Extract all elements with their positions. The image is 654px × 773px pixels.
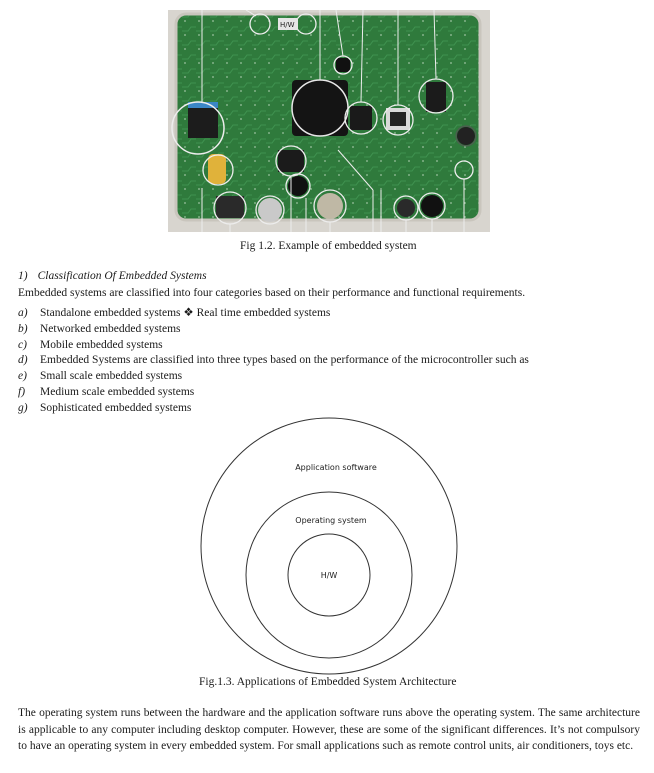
list-item — [18, 369, 529, 385]
list-marker: c) — [18, 338, 27, 351]
board-silk-label: H/W — [280, 21, 295, 29]
list-text: Sophisticated embedded systems — [40, 401, 192, 414]
list-text: Mobile embedded systems — [40, 338, 163, 351]
list-item — [18, 306, 529, 322]
list-text: Small scale embedded systems — [40, 370, 183, 383]
operating-system-label: Operating system — [295, 516, 367, 525]
list-marker: g) — [18, 401, 28, 414]
section-intro: Embedded systems are classified into four categories based on their performance and functional requirements. — [18, 287, 526, 299]
application-software-label: Application software — [295, 463, 377, 472]
list-text: Standalone embedded systems ❖ Real time embedded systems — [40, 307, 331, 319]
list-text: Embedded Systems are classified into three types based on the performance of the microcontroller such as — [40, 354, 529, 367]
list-marker: b) — [18, 322, 28, 335]
list-marker: e) — [18, 370, 27, 383]
list-marker: a) — [18, 307, 28, 319]
list-text: Medium scale embedded systems — [40, 385, 195, 398]
figure-1-3-caption: Fig.1.3. Applications of Embedded System Architecture — [199, 676, 457, 688]
list-marker: d) — [18, 354, 28, 367]
list-item — [18, 322, 529, 338]
body-paragraph: The operating system runs between the hardware and the application software runs above the operating system. The same architecture is applicable to any computer including desktop computer. However, these are some of the significant differences. It’s not compulsory to have an operating system in every embedded system. For small applications such as remote control units, air conditioners, toys etc. — [18, 707, 640, 752]
hardware-label: H/W — [320, 571, 338, 580]
list-text: Networked embedded systems — [40, 322, 181, 335]
list-item — [18, 338, 529, 354]
architecture-diagram — [196, 415, 462, 675]
section-heading — [18, 270, 207, 282]
classification-list — [18, 306, 529, 417]
embedded-system-board-photo — [168, 10, 490, 232]
list-item — [18, 385, 529, 401]
figure-1-2-caption: Fig 1.2. Example of embedded system — [240, 240, 417, 252]
list-item — [18, 353, 529, 369]
section-number: 1) — [18, 270, 28, 282]
section-title: Classification Of Embedded Systems — [37, 270, 207, 282]
list-marker: f) — [18, 385, 26, 398]
application-software-ring — [201, 418, 457, 674]
